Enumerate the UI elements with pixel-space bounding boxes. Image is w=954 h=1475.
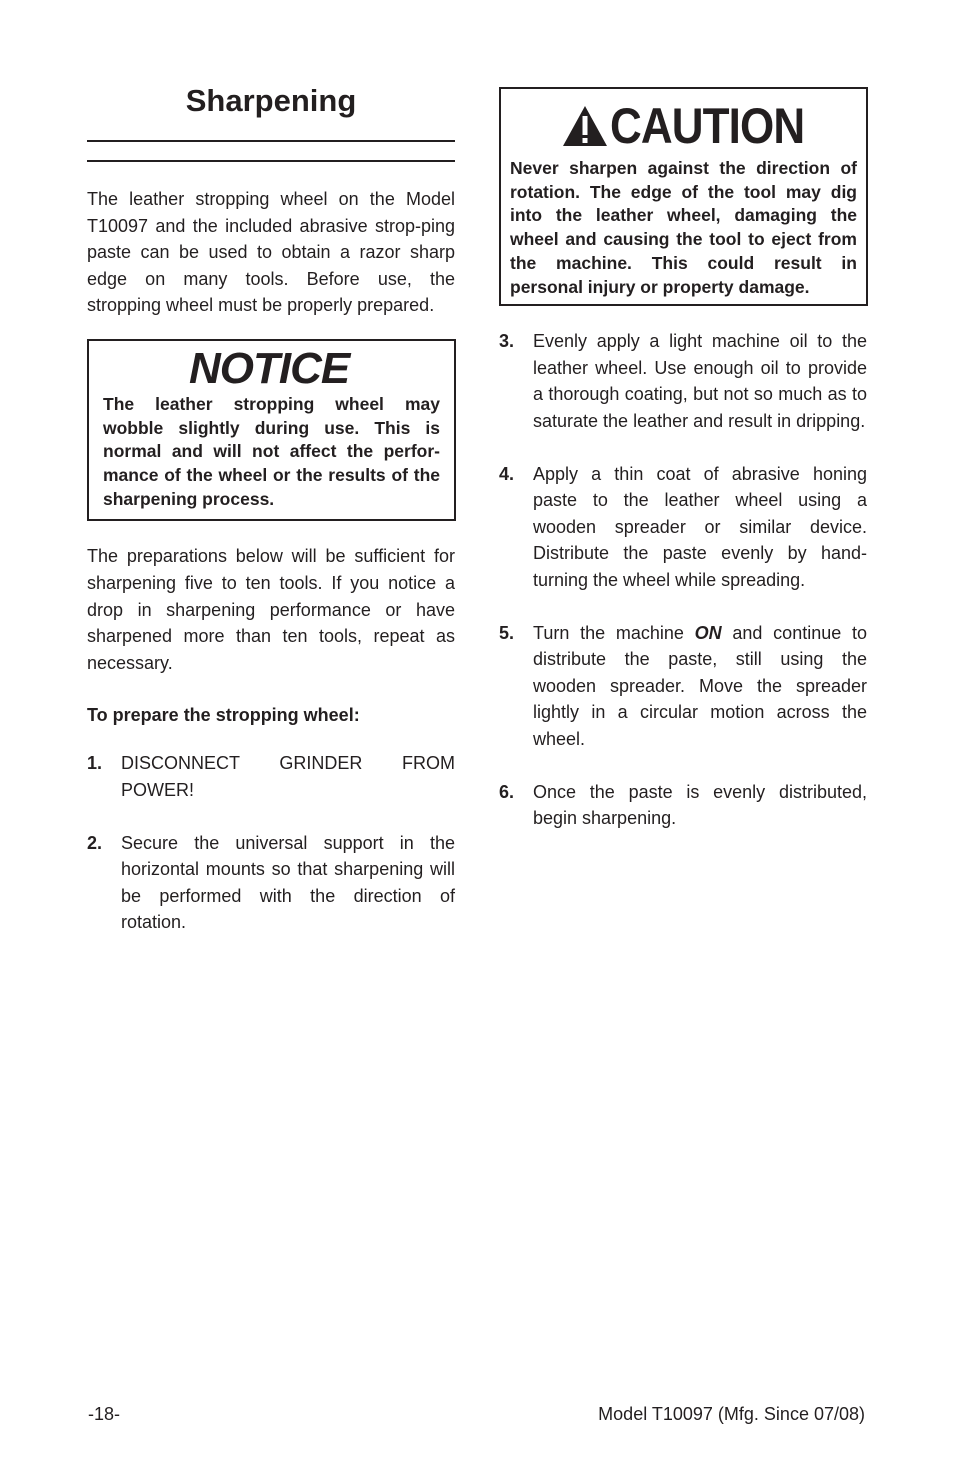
caution-title: CAUTION [610,98,805,154]
page-number: -18- [88,1404,121,1424]
step-text: Evenly apply a light machine oil to the leather wheel. Use enough oil to provide a thorough coating, but not so much as to saturate the leather and result in dripping. [533,331,867,431]
step-text: DISCONNECT GRINDER FROM POWER! [121,753,455,801]
step-text: Secure the universal support in the horizontal mounts so that sharpening will be performed with the direction of rotation. [121,832,455,933]
notice-text: The leather stropping wheel may wobble slightly during use. This is normal and will not affect the perfor-mance of the wheel or the results of the sharpening process. [103,393,440,509]
title-rule-bottom [87,160,455,162]
step-text [533,620,867,753]
intro-paragraph: The leather stropping wheel on the Model T10097 and the included abrasive strop-ping paste can be used to obtain a razor sharp edge on many tools. Before use, the stropping wheel must be properly prepared. [87,189,455,316]
title-rule-top [87,140,455,142]
step-number: 2. [87,832,103,853]
caution-header [562,95,857,157]
step-number: 5. [499,622,515,643]
step-6 [499,779,867,832]
step-text: Once the paste is evenly distributed, begin sharpening. [533,781,867,829]
step-number: 4. [499,463,515,484]
step-5 [499,620,867,753]
step-number: 1. [87,753,103,774]
caution-box [499,87,868,306]
procedure-subhead: To prepare the stropping wheel: [87,705,360,726]
on-emphasis: ON [694,622,722,643]
step-text: Apply a thin coat of abrasive honing paste to the leather wheel using a wooden spreader or similar device. Distribute the paste evenly by hand-turning the wheel while spreading. [533,463,867,590]
step-3 [499,328,867,434]
step-text-before: Turn the machine [533,622,695,643]
step-4 [499,461,867,594]
step-2 [87,830,455,936]
section-title: Sharpening [185,83,357,118]
notice-box [87,339,456,522]
caution-text: Never sharpen against the direction of rotation. The edge of the tool may dig into the leather wheel, damaging the wheel and causing the tool to eject from the machine. This could result in personal injury or property damage. [510,158,857,297]
footer-model: Model T10097 (Mfg. Since 07/08) [598,1404,865,1424]
step-text-after: and continue to distribute the paste, still using the wooden spreader. Move the spreader lightly in a circular motion across the wheel. [533,622,867,749]
step-number: 3. [499,331,515,352]
step-1 [87,750,455,803]
warning-triangle-icon [562,105,608,147]
step-number: 6. [499,781,515,802]
notice-title: NOTICE [189,343,350,393]
right-column [499,87,867,832]
left-column [87,80,455,936]
preparations-paragraph: The preparations below will be sufficient for sharpening five to ten tools. If you notice a drop in sharpening performance or have sharpened more than ten tools, repeat as necessary. [87,546,455,673]
